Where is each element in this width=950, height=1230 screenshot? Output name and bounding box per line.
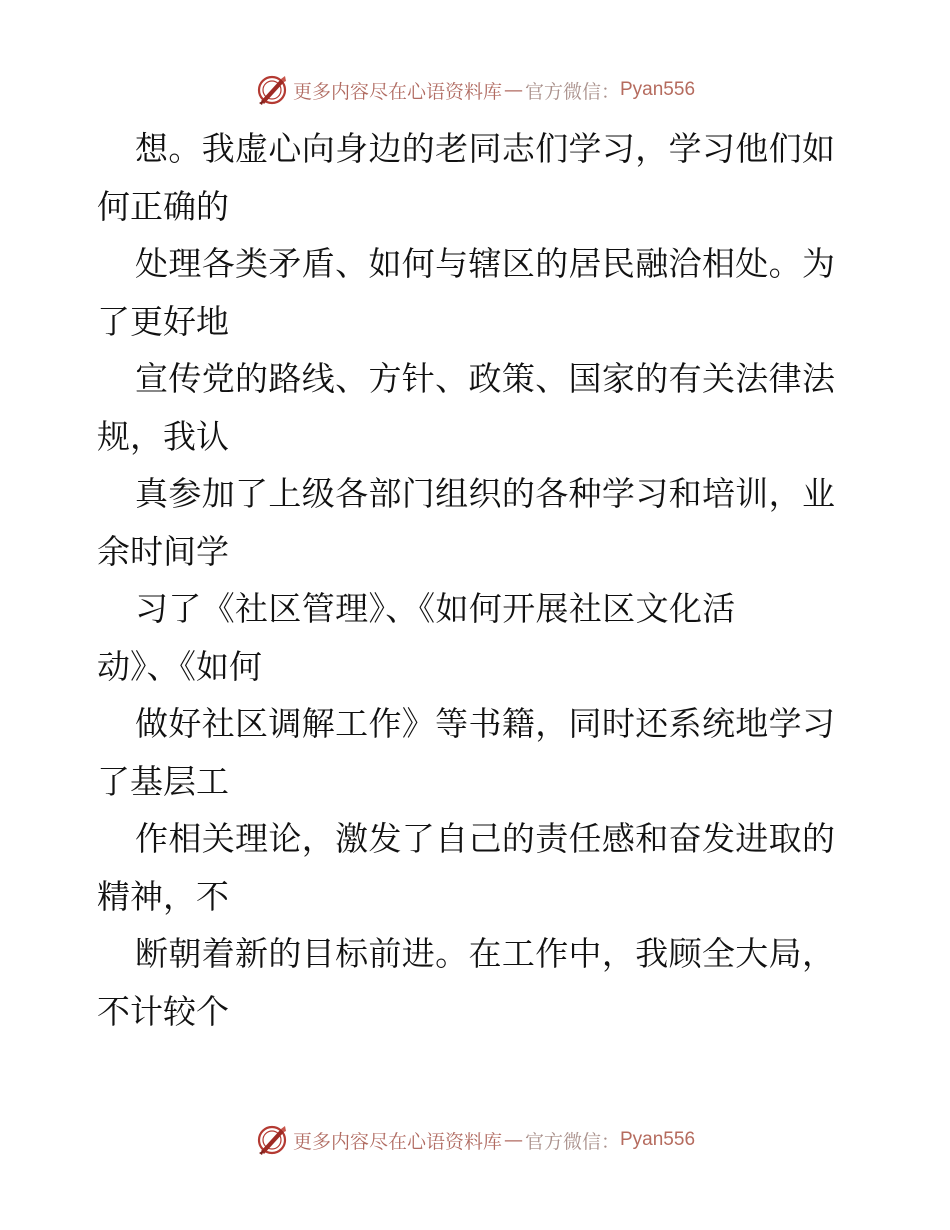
header-watermark bbox=[0, 70, 950, 110]
pen-logo-icon bbox=[255, 73, 289, 107]
body-line: 作相关理论，激发了自己的责任感和奋发进取的 bbox=[135, 819, 836, 858]
body-line: 了更好地 bbox=[97, 301, 229, 341]
footer-watermark bbox=[0, 1120, 950, 1160]
body-line: 精神，不 bbox=[97, 876, 229, 916]
body-line: 做好社区调解工作》等书籍，同时还系统地学习 bbox=[135, 704, 836, 743]
watermark-dash: — bbox=[503, 1129, 523, 1151]
body-line: 想。我虚心向身边的老同志们学习，学习他们如 bbox=[135, 129, 836, 168]
watermark-dash: — bbox=[503, 79, 523, 101]
body-line: 处理各类矛盾、如何与辖区的居民融洽相处。为 bbox=[135, 244, 836, 283]
watermark-wechat-id: Pyan556 bbox=[620, 79, 696, 100]
body-line: 了基层工 bbox=[97, 761, 229, 801]
body-line: 不计较个 bbox=[97, 991, 229, 1031]
body-text bbox=[97, 120, 857, 1040]
body-line: 真参加了上级各部门组织的各种学习和培训，业 bbox=[135, 474, 836, 513]
watermark-site-text: 更多内容尽在心语资料库 bbox=[292, 1130, 502, 1153]
body-line: 规，我认 bbox=[97, 416, 229, 456]
watermark-wechat-id: Pyan556 bbox=[620, 1129, 696, 1150]
pen-logo-icon bbox=[255, 1123, 289, 1157]
body-line: 习了《社区管理》、《如何开展社区文化活 bbox=[135, 589, 736, 628]
watermark-wechat-label: 官方微信： bbox=[524, 1130, 620, 1153]
body-line: 何正确的 bbox=[97, 186, 229, 226]
body-line: 余时间学 bbox=[97, 531, 229, 571]
body-line: 动》、《如何 bbox=[97, 646, 262, 686]
body-line: 宣传党的路线、方针、政策、国家的有关法律法 bbox=[135, 359, 836, 398]
watermark-wechat-label: 官方微信： bbox=[524, 80, 620, 103]
watermark-site-text: 更多内容尽在心语资料库 bbox=[292, 80, 502, 103]
body-line: 断朝着新的目标前进。在工作中，我顾全大局， bbox=[135, 934, 836, 973]
